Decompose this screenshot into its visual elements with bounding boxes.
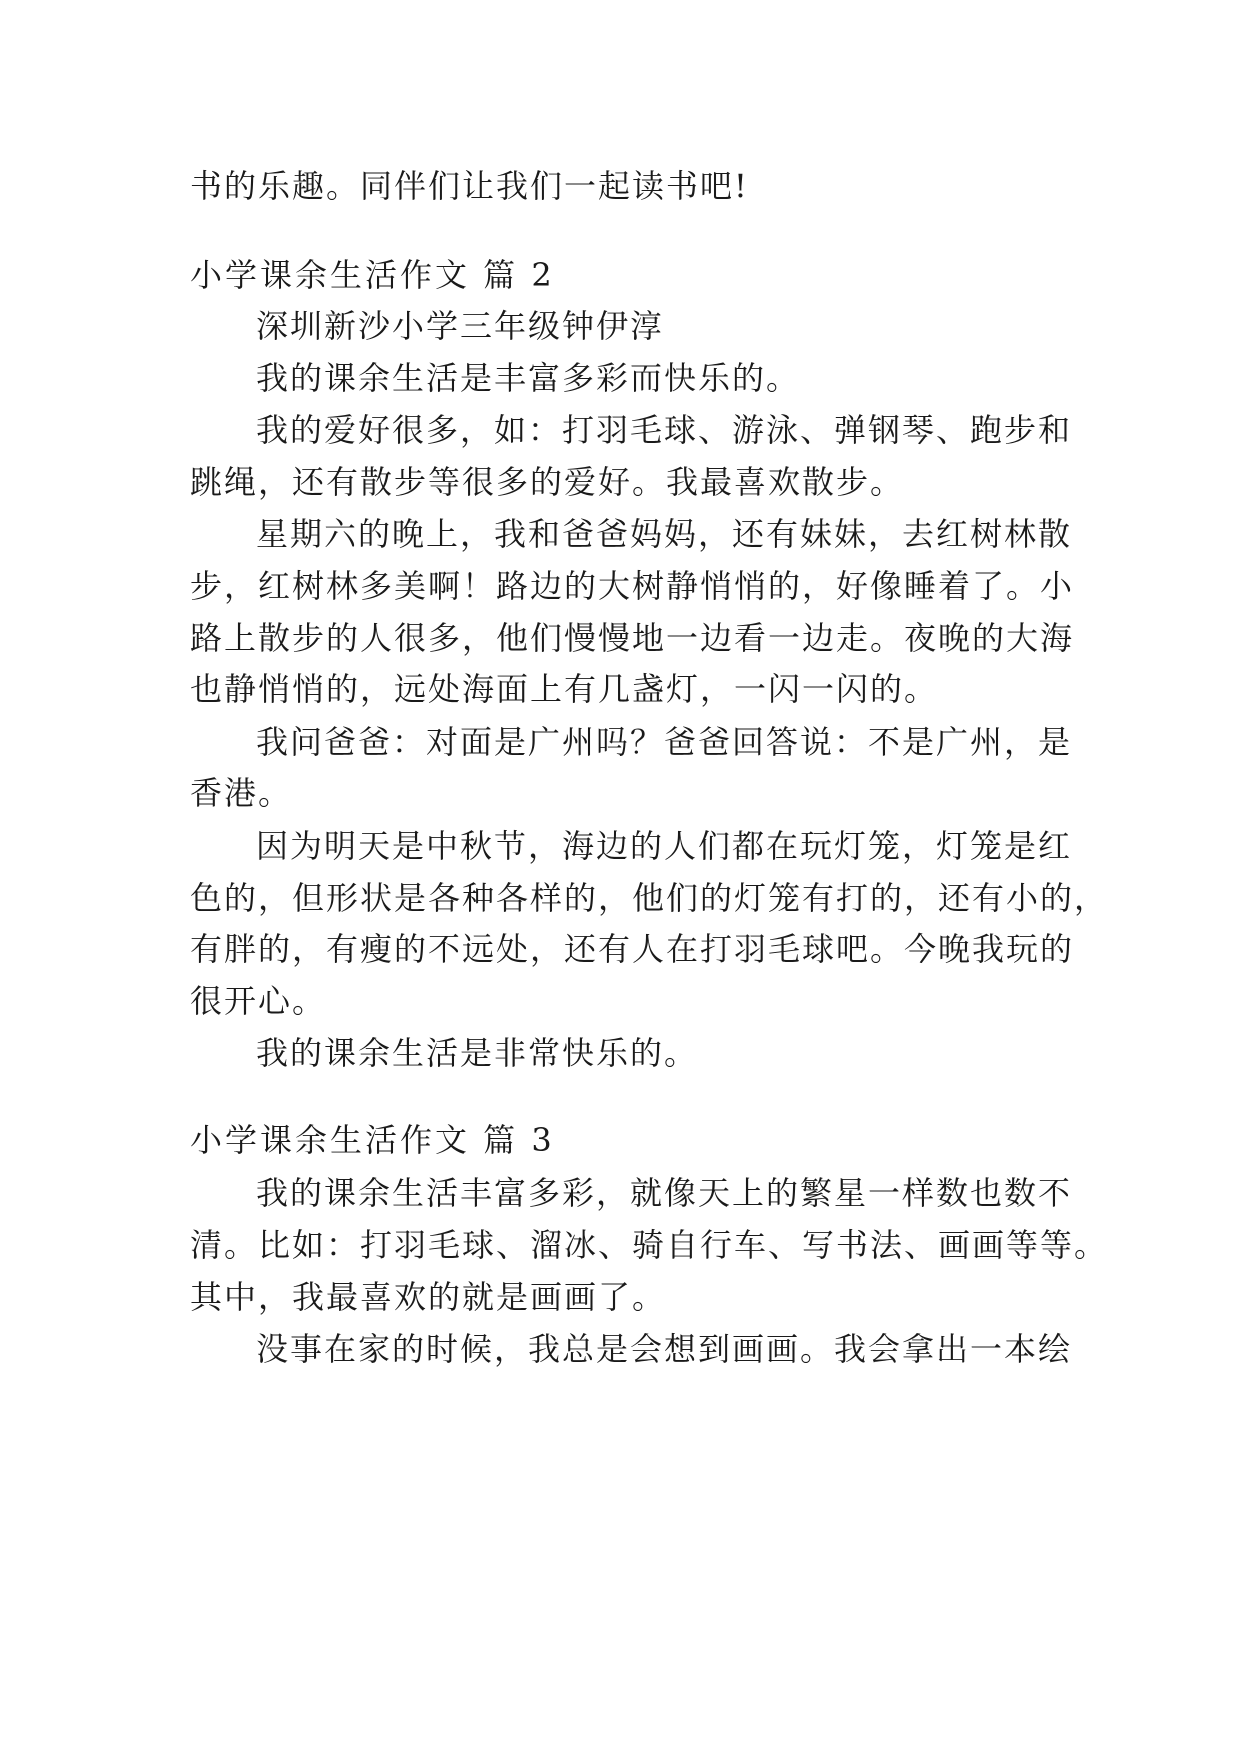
text-line: 很开心。 [190, 982, 327, 1020]
text-line: 有胖的，有瘦的不远处，还有人在打羽毛球吧。今晚我玩的 [190, 930, 1075, 968]
text-line: 色的，但形状是各种各样的，他们的灯笼有打的，还有小的， [190, 879, 1109, 917]
text-line: 星期六的晚上，我和爸爸妈妈，还有妹妹，去红树林散 [256, 515, 1073, 553]
text-line: 我的爱好很多，如：打羽毛球、游泳、弹钢琴、跑步和 [256, 411, 1073, 449]
section-heading: 小学课余生活作文 篇 2 [190, 256, 555, 294]
author-line: 深圳新沙小学三年级钟伊淳 [256, 307, 665, 345]
text-line: 路上散步的人很多，他们慢慢地一边看一边走。夜晚的大海 [190, 619, 1075, 657]
text-line: 书的乐趣。同伴们让我们一起读书吧! [190, 167, 749, 205]
text-line: 香港。 [190, 774, 293, 812]
text-line: 我问爸爸：对面是广州吗？爸爸回答说：不是广州，是 [256, 723, 1073, 761]
section-heading: 小学课余生活作文 篇 3 [190, 1121, 555, 1159]
text-line: 跳绳，还有散步等很多的爱好。我最喜欢散步。 [190, 463, 905, 501]
text-line: 其中，我最喜欢的就是画画了。 [190, 1278, 667, 1316]
text-line: 我的课余生活是非常快乐的。 [256, 1034, 699, 1072]
text-line: 清。比如：打羽毛球、溜冰、骑自行车、写书法、画画等等。 [190, 1226, 1109, 1264]
text-line: 也静悄悄的，远处海面上有几盏灯，一闪一闪的。 [190, 670, 939, 708]
text-line: 没事在家的时候，我总是会想到画画。我会拿出一本绘 [256, 1330, 1073, 1368]
text-line: 我的课余生活丰富多彩，就像天上的繁星一样数也数不 [256, 1174, 1073, 1212]
text-line: 步，红树林多美啊！路边的大树静悄悄的，好像睡着了。小 [190, 567, 1075, 605]
text-line: 我的课余生活是丰富多彩而快乐的。 [256, 359, 801, 397]
text-line: 因为明天是中秋节，海边的人们都在玩灯笼，灯笼是红 [256, 827, 1073, 865]
